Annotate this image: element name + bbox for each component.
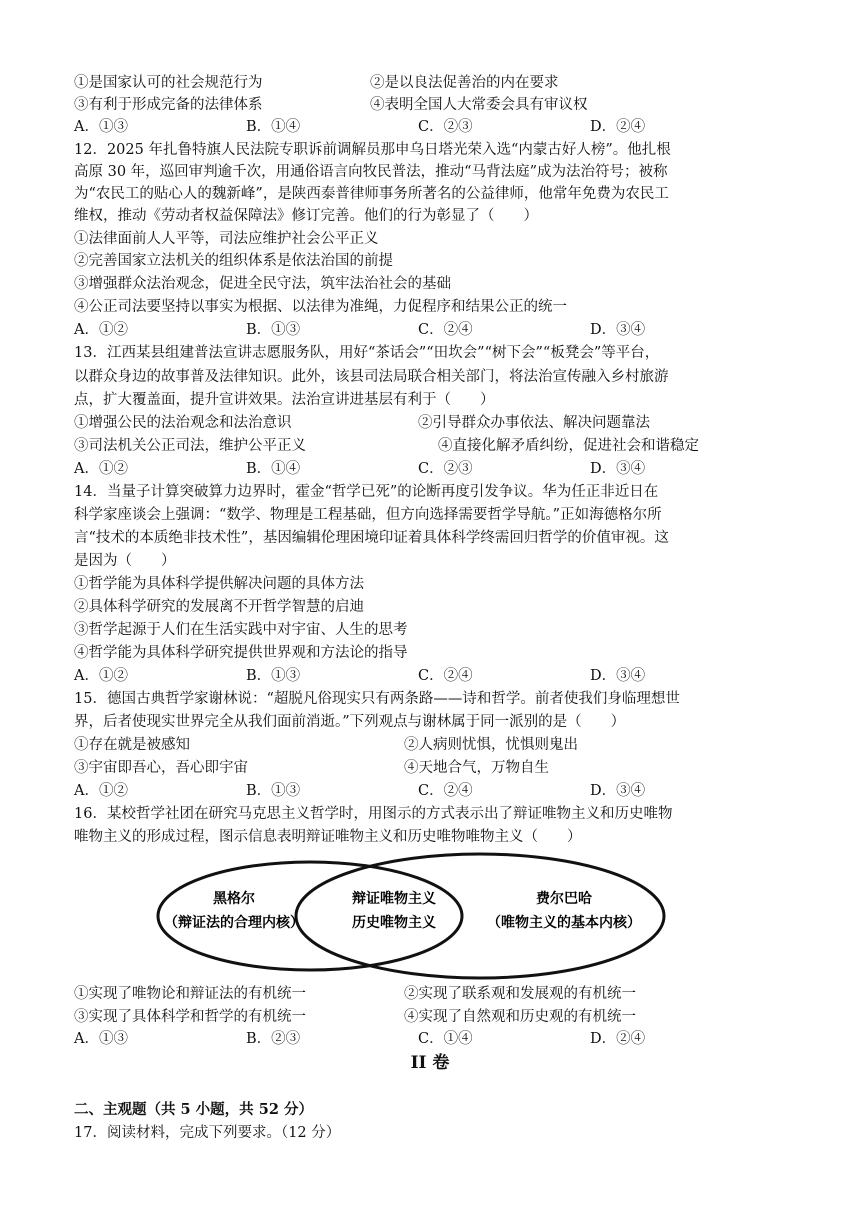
answer-a: A．①③ (74, 119, 128, 135)
option: ③实现了具体科学和哲学的有机统一 (74, 1009, 306, 1025)
q14-stem-line: 科学家座谈会上强调：“数学、物理是工程基础，但方向选择需要哲学导航。”正如海德格尔所 (74, 507, 662, 523)
option: ②是以良法促善治的内在要求 (370, 75, 559, 91)
q12-stem-line: 维权，推动《劳动者权益保障法》修订完善。他们的行为彰显了（ ） (74, 208, 538, 224)
q12-option: ①法律面前人人平等，司法应维护社会公平正义 (74, 231, 379, 247)
q16-stem-line: 唯物主义的形成过程，图示信息表明辩证唯物主义和历史唯物唯物主义（ ） (74, 829, 582, 845)
q13-stem-line: 13．江西某县组建普法宣讲志愿服务队，用好“茶话会”“田坎会”“树下会”“板凳会”等平台， (74, 345, 660, 361)
q14-option: ①哲学能为具体科学提供解决问题的具体方法 (74, 576, 364, 592)
q15-stem-line: 界，后者使现实世界完全从我们面前消逝。”下列观点与谢林属于同一派别的是（ ） (74, 714, 626, 730)
answer-d: D．②④ (590, 1031, 646, 1047)
q13-stem-line: 以群众身边的故事普及法律知识。此外，该县司法局联合相关部门，将法治宣传融入乡村旅游 (74, 369, 669, 385)
answer-c: C．②③ (418, 119, 473, 135)
answer-b: B．①③ (246, 322, 301, 338)
q14-stem-line: 言“技术的本质绝非技术性”，基因编辑伦理困境印证着具体科学终需回归哲学的价值审视。这 (74, 530, 669, 546)
answer-c: C．②③ (418, 461, 473, 477)
option: ①增强公民的法治观念和法治意识 (74, 415, 292, 431)
option: ④天地合气，万物自生 (404, 760, 549, 776)
answer-c: C．②④ (418, 322, 473, 338)
q14-stem-line: 14．当量子计算突破算力边界时，霍金“哲学已死”的论断再度引发争议。华为任正非近日在 (74, 484, 659, 500)
answer-a: A．①② (74, 322, 128, 338)
q12-option: ④公正司法要坚持以事实为根据、以法律为准绳，力促程序和结果公正的统一 (74, 299, 567, 315)
q16-stem-line: 16．某校哲学社团在研究马克思主义哲学时，用图示的方式表示出了辩证唯物主义和历史唯物 (74, 806, 673, 822)
q12-stem-line: 12．2025 年扎鲁特旗人民法院专职诉前调解员那申乌日塔光荣入选“内蒙古好人榜”。他扎根 (74, 142, 671, 158)
option: ①存在就是被感知 (74, 737, 190, 753)
section-heading: 二、主观题（共 5 小题，共 52 分） (74, 1101, 313, 1118)
option: ③司法机关公正司法，维护公平正义 (74, 438, 306, 454)
answer-b: B．②③ (246, 1031, 301, 1047)
q17-stem: 17．阅读材料，完成下列要求。（12 分） (74, 1125, 341, 1141)
answer-d: D．③④ (590, 322, 646, 338)
option: ①是国家认可的社会规范行为 (74, 75, 263, 91)
q14-stem-line: 是因为（ ） (74, 553, 176, 569)
answer-b: B．①④ (246, 119, 301, 135)
q14-option: ④哲学能为具体科学研究提供世界观和方法论的指导 (74, 645, 408, 661)
q12-stem-line: 高原 30 年，巡回审判逾千次，用通俗语言向牧民普法，推动“马背法庭”成为法治符号；被称 (74, 164, 668, 180)
diagram-center-line2: 历史唯物主义 (352, 915, 436, 931)
diagram-left-title: 黑格尔 (213, 891, 255, 907)
answer-c: C．②④ (418, 668, 473, 684)
diagram-left-sub: （辩证法的合理内核） (164, 915, 304, 931)
q14-option: ②具体科学研究的发展离不开哲学智慧的启迪 (74, 599, 364, 615)
answer-c: C．①④ (418, 1031, 473, 1047)
option: ③有利于形成完备的法律体系 (74, 97, 263, 113)
answer-d: D．②④ (590, 119, 646, 135)
diagram-right-sub: （唯物主义的基本内核） (487, 915, 641, 931)
answer-a: A．①② (74, 668, 128, 684)
diagram-center-line1: 辩证唯物主义 (352, 891, 436, 907)
answer-b: B．①③ (246, 668, 301, 684)
answer-a: A．①② (74, 783, 128, 799)
q12-option: ③增强群众法治观念，促进全民守法，筑牢法治社会的基础 (74, 276, 451, 292)
answer-a: A．①③ (74, 1031, 128, 1047)
q14-option: ③哲学起源于人们在生活实践中对宇宙、人生的思考 (74, 622, 408, 638)
diagram-right-title: 费尔巴哈 (536, 891, 592, 907)
option: ②人病则忧惧，忧惧则鬼出 (404, 737, 578, 753)
answer-c: C．②④ (418, 783, 473, 799)
option: ④表明全国人大常委会具有审议权 (370, 97, 588, 113)
q12-option: ②完善国家立法机关的组织体系是依法治国的前提 (74, 253, 393, 269)
part2-title: II 卷 (410, 1053, 450, 1073)
q12-stem-line: 为“农民工的贴心人的魏新峰”，是陕西泰普律师事务所著名的公益律师，他常年免费为农民工 (74, 186, 669, 202)
option: ①实现了唯物论和辩证法的有机统一 (74, 986, 306, 1002)
venn-diagram (150, 848, 670, 984)
option: ③宇宙即吾心，吾心即宇宙 (74, 760, 248, 776)
option: ④直接化解矛盾纠纷，促进社会和谐稳定 (438, 438, 699, 454)
answer-d: D．③④ (590, 461, 646, 477)
q15-stem-line: 15．德国古典哲学家谢林说：“超脱凡俗现实只有两条路——诗和哲学。前者使我们身临理想世 (74, 691, 680, 707)
answer-d: D．③④ (590, 783, 646, 799)
answer-d: D．③④ (590, 668, 646, 684)
option: ②实现了联系观和发展观的有机统一 (404, 986, 636, 1002)
answer-a: A．①② (74, 461, 128, 477)
option: ④实现了自然观和历史观的有机统一 (404, 1009, 636, 1025)
q13-stem-line: 点，扩大覆盖面，提升宣讲效果。法治宣讲进基层有利于（ ） (74, 392, 495, 408)
answer-b: B．①④ (246, 461, 301, 477)
answer-b: B．①③ (246, 783, 301, 799)
option: ②引导群众办事依法、解决问题靠法 (418, 415, 650, 431)
